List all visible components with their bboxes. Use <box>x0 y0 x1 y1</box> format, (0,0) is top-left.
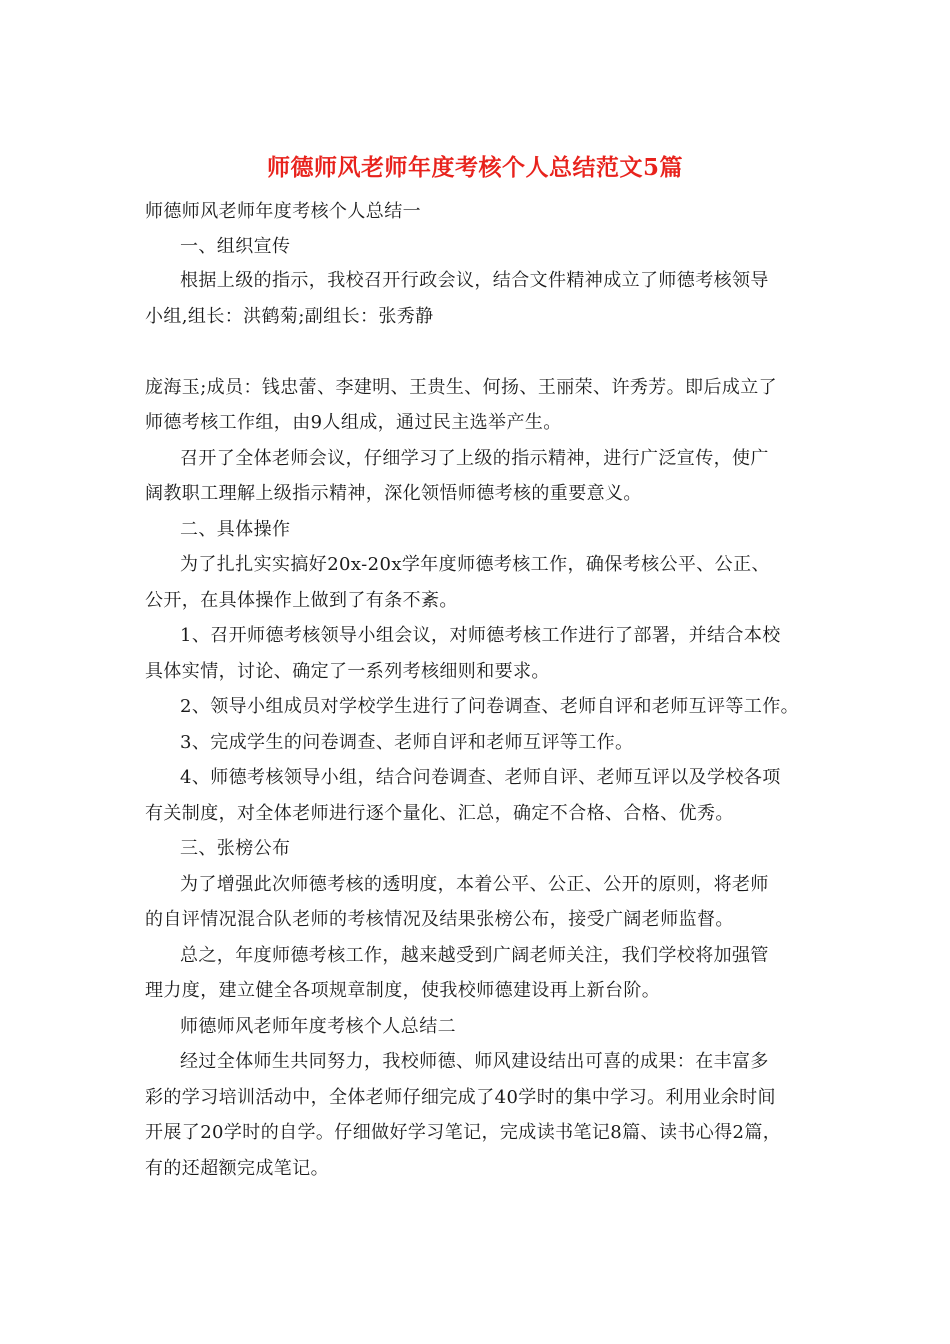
paragraph-line: 召开了全体老师会议，仔细学习了上级的指示精神，进行广泛宣传，使广 <box>180 448 769 469</box>
paragraph-line: 彩的学习培训活动中，全体老师仔细完成了40学时的集中学习。利用业余时间 <box>145 1087 776 1108</box>
paragraph-line: 公开，在具体操作上做到了有条不紊。 <box>145 590 458 611</box>
paragraph-line: 阔教职工理解上级指示精神，深化领悟师德考核的重要意义。 <box>145 483 642 504</box>
paragraph-line: 庞海玉;成员：钱忠蕾、李建明、王贵生、何扬、王丽荣、许秀芳。即后成立了 <box>145 377 778 398</box>
paragraph-line: 理力度，建立健全各项规章制度，使我校师德建设再上新台阶。 <box>145 980 661 1001</box>
subheading-publish: 三、张榜公布 <box>180 838 291 859</box>
paragraph-line: 有关制度，对全体老师进行逐个量化、汇总，确定不合格、合格、优秀。 <box>145 803 734 824</box>
section-heading-2: 师德师风老师年度考核个人总结二 <box>180 1016 456 1037</box>
list-item-4: 4、师德考核领导小组，结合问卷调查、老师自评、老师互评以及学校各项 <box>180 767 781 788</box>
paragraph-line: 的自评情况混合队老师的考核情况及结果张榜公布，接受广阔老师监督。 <box>145 909 734 930</box>
list-item-2: 2、领导小组成员对学校学生进行了问卷调查、老师自评和老师互评等工作。 <box>180 696 800 717</box>
document-title: 师德师风老师年度考核个人总结范文5篇 <box>266 154 683 181</box>
list-item-1: 1、召开师德考核领导小组会议，对师德考核工作进行了部署，并结合本校 <box>180 625 781 646</box>
paragraph-line: 根据上级的指示，我校召开行政会议，结合文件精神成立了师德考核领导 <box>180 270 769 291</box>
paragraph-line: 总之，年度师德考核工作，越来越受到广阔老师关注，我们学校将加强管 <box>180 945 769 966</box>
paragraph-line: 具体实情，讨论、确定了一系列考核细则和要求。 <box>145 661 550 682</box>
paragraph-line: 师德考核工作组，由9人组成，通过民主选举产生。 <box>145 412 562 433</box>
paragraph-line: 经过全体师生共同努力，我校师德、师风建设结出可喜的成果：在丰富多 <box>180 1051 769 1072</box>
list-item-3: 3、完成学生的问卷调查、老师自评和老师互评等工作。 <box>180 732 634 753</box>
paragraph-line: 有的还超额完成笔记。 <box>145 1158 329 1179</box>
paragraph-line: 为了增强此次师德考核的透明度，本着公平、公正、公开的原则，将老师 <box>180 874 769 895</box>
subheading-operation: 二、具体操作 <box>180 519 291 540</box>
section-heading-1: 师德师风老师年度考核个人总结一 <box>145 201 421 222</box>
subheading-organize: 一、组织宣传 <box>180 236 291 257</box>
paragraph-line: 开展了20学时的自学。仔细做好学习笔记，完成读书笔记8篇、读书心得2篇， <box>145 1122 782 1143</box>
paragraph-line: 小组,组长：洪鹤菊;副组长：张秀静 <box>145 306 434 327</box>
paragraph-line: 为了扎扎实实搞好20x-20x学年度师德考核工作，确保考核公平、公正、 <box>180 554 770 575</box>
